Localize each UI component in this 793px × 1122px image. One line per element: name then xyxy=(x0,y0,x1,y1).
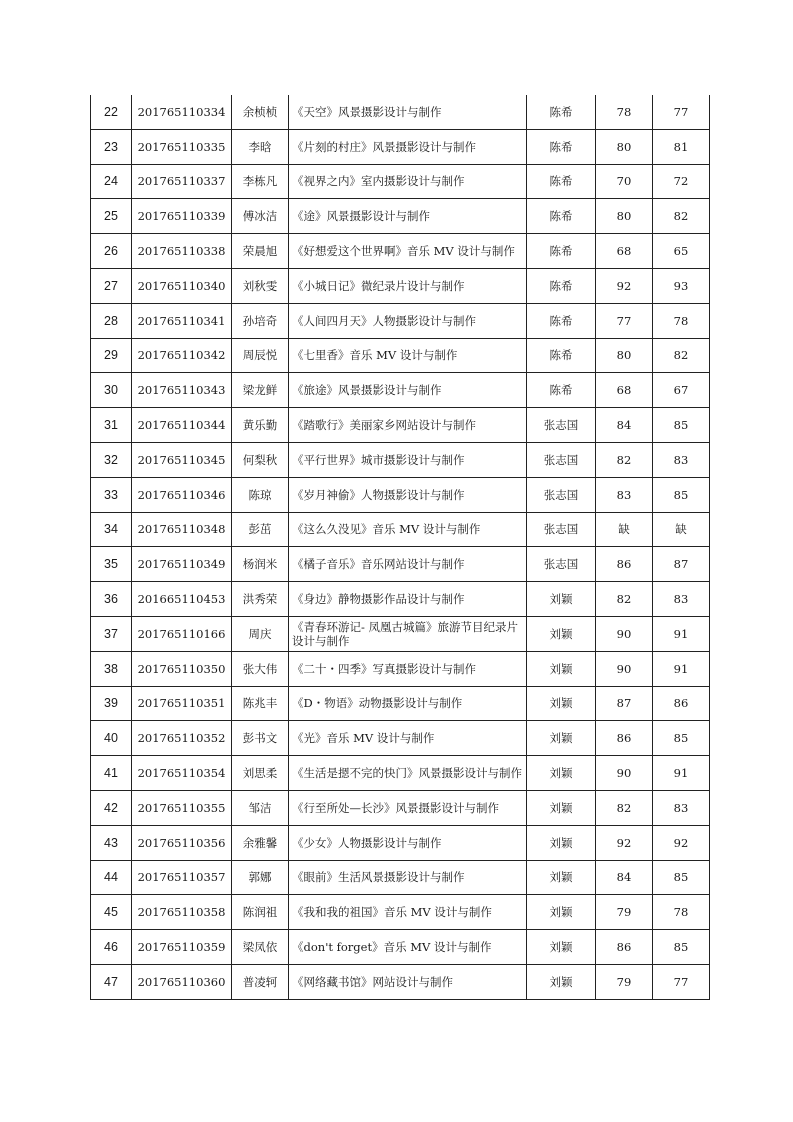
table-row xyxy=(91,860,710,895)
student-name: 孙培奇 xyxy=(232,303,289,338)
student-name: 余桢桢 xyxy=(232,95,289,129)
advisor-name: 刘颖 xyxy=(527,930,596,965)
row-number: 24 xyxy=(91,164,132,199)
score-2: 91 xyxy=(653,651,710,686)
score-2: 86 xyxy=(653,686,710,721)
row-number: 47 xyxy=(91,964,132,999)
score-1: 68 xyxy=(596,373,653,408)
student-name: 周庆 xyxy=(232,616,289,651)
table-row xyxy=(91,477,710,512)
advisor-name: 陈希 xyxy=(527,95,596,129)
student-name: 梁龙鲜 xyxy=(232,373,289,408)
table-row xyxy=(91,686,710,721)
score-2: 92 xyxy=(653,825,710,860)
student-id: 201765110342 xyxy=(132,338,232,373)
student-name: 荣晨旭 xyxy=(232,234,289,269)
table-row xyxy=(91,338,710,373)
advisor-name: 刘颖 xyxy=(527,756,596,791)
table-row xyxy=(91,930,710,965)
score-2: 78 xyxy=(653,895,710,930)
student-id: 201765110351 xyxy=(132,686,232,721)
table-row xyxy=(91,790,710,825)
student-id: 201765110343 xyxy=(132,373,232,408)
project-title: 《橘子音乐》音乐网站设计与制作 xyxy=(289,547,527,582)
student-name: 何梨秋 xyxy=(232,442,289,477)
table-row xyxy=(91,129,710,164)
row-number: 44 xyxy=(91,860,132,895)
student-name: 梁凤依 xyxy=(232,930,289,965)
project-title: 《视界之内》室内摄影设计与制作 xyxy=(289,164,527,199)
score-2: 85 xyxy=(653,930,710,965)
student-name: 张大伟 xyxy=(232,651,289,686)
score-1: 80 xyxy=(596,199,653,234)
table-body xyxy=(91,95,710,999)
table-row xyxy=(91,199,710,234)
score-2: 87 xyxy=(653,547,710,582)
student-id: 201765110346 xyxy=(132,477,232,512)
row-number: 30 xyxy=(91,373,132,408)
table-row xyxy=(91,303,710,338)
row-number: 33 xyxy=(91,477,132,512)
advisor-name: 刘颖 xyxy=(527,895,596,930)
table-row xyxy=(91,268,710,303)
student-name: 普凌轲 xyxy=(232,964,289,999)
student-id: 201765110359 xyxy=(132,930,232,965)
advisor-name: 陈希 xyxy=(527,338,596,373)
project-title: 《生活是摁不完的快门》风景摄影设计与制作 xyxy=(289,756,527,791)
score-1: 84 xyxy=(596,860,653,895)
grades-table xyxy=(90,95,710,1000)
student-id: 201765110339 xyxy=(132,199,232,234)
score-2: 83 xyxy=(653,442,710,477)
project-title: 《眼前》生活风景摄影设计与制作 xyxy=(289,860,527,895)
project-title: 《D・物语》动物摄影设计与制作 xyxy=(289,686,527,721)
score-1: 82 xyxy=(596,790,653,825)
project-title: 《行至所处—长沙》风景摄影设计与制作 xyxy=(289,790,527,825)
student-name: 刘秋雯 xyxy=(232,268,289,303)
row-number: 38 xyxy=(91,651,132,686)
advisor-name: 刘颖 xyxy=(527,825,596,860)
advisor-name: 陈希 xyxy=(527,129,596,164)
score-2: 85 xyxy=(653,721,710,756)
project-title: 《途》风景摄影设计与制作 xyxy=(289,199,527,234)
student-id: 201765110358 xyxy=(132,895,232,930)
advisor-name: 刘颖 xyxy=(527,790,596,825)
student-id: 201765110354 xyxy=(132,756,232,791)
table-row xyxy=(91,651,710,686)
table-row xyxy=(91,721,710,756)
row-number: 26 xyxy=(91,234,132,269)
table-row xyxy=(91,964,710,999)
student-id: 201765110350 xyxy=(132,651,232,686)
score-1: 77 xyxy=(596,303,653,338)
student-name: 刘思柔 xyxy=(232,756,289,791)
student-name: 李晗 xyxy=(232,129,289,164)
student-id: 201765110352 xyxy=(132,721,232,756)
score-2: 77 xyxy=(653,964,710,999)
student-id: 201765110341 xyxy=(132,303,232,338)
score-1: 79 xyxy=(596,964,653,999)
project-title: 《踏歌行》美丽家乡网站设计与制作 xyxy=(289,408,527,443)
row-number: 41 xyxy=(91,756,132,791)
project-title: 《片刻的村庄》风景摄影设计与制作 xyxy=(289,129,527,164)
student-name: 郭娜 xyxy=(232,860,289,895)
score-2: 77 xyxy=(653,95,710,129)
project-title: 《二十・四季》写真摄影设计与制作 xyxy=(289,651,527,686)
score-2: 91 xyxy=(653,756,710,791)
student-id: 201765110355 xyxy=(132,790,232,825)
row-number: 27 xyxy=(91,268,132,303)
row-number: 43 xyxy=(91,825,132,860)
score-2: 93 xyxy=(653,268,710,303)
advisor-name: 张志国 xyxy=(527,547,596,582)
score-2: 85 xyxy=(653,860,710,895)
table-row xyxy=(91,582,710,617)
student-id: 201765110334 xyxy=(132,95,232,129)
row-number: 34 xyxy=(91,512,132,547)
row-number: 36 xyxy=(91,582,132,617)
table-row xyxy=(91,895,710,930)
student-id: 201765110338 xyxy=(132,234,232,269)
row-number: 31 xyxy=(91,408,132,443)
table-row xyxy=(91,547,710,582)
advisor-name: 陈希 xyxy=(527,268,596,303)
score-1: 83 xyxy=(596,477,653,512)
advisor-name: 刘颖 xyxy=(527,964,596,999)
score-1: 87 xyxy=(596,686,653,721)
table-row xyxy=(91,164,710,199)
score-2: 82 xyxy=(653,338,710,373)
student-name: 陈兆丰 xyxy=(232,686,289,721)
advisor-name: 张志国 xyxy=(527,477,596,512)
project-title: 《平行世界》城市摄影设计与制作 xyxy=(289,442,527,477)
student-name: 周辰悦 xyxy=(232,338,289,373)
student-id: 201765110166 xyxy=(132,616,232,651)
score-1: 80 xyxy=(596,338,653,373)
student-id: 201765110349 xyxy=(132,547,232,582)
score-2: 78 xyxy=(653,303,710,338)
project-title: 《这么久没见》音乐 MV 设计与制作 xyxy=(289,512,527,547)
advisor-name: 陈希 xyxy=(527,164,596,199)
advisor-name: 张志国 xyxy=(527,512,596,547)
score-1: 79 xyxy=(596,895,653,930)
project-title: 《青春环游记- 凤凰古城篇》旅游节目纪录片设计与制作 xyxy=(289,616,527,651)
score-1: 82 xyxy=(596,582,653,617)
project-title: 《光》音乐 MV 设计与制作 xyxy=(289,721,527,756)
table-row xyxy=(91,95,710,129)
table-row xyxy=(91,825,710,860)
score-2: 67 xyxy=(653,373,710,408)
score-2: 72 xyxy=(653,164,710,199)
student-name: 余雅馨 xyxy=(232,825,289,860)
row-number: 28 xyxy=(91,303,132,338)
project-title: 《七里香》音乐 MV 设计与制作 xyxy=(289,338,527,373)
score-1: 70 xyxy=(596,164,653,199)
score-2: 91 xyxy=(653,616,710,651)
row-number: 46 xyxy=(91,930,132,965)
score-1: 86 xyxy=(596,930,653,965)
advisor-name: 陈希 xyxy=(527,199,596,234)
student-id: 201765110337 xyxy=(132,164,232,199)
score-2: 83 xyxy=(653,790,710,825)
project-title: 《好想爱这个世界啊》音乐 MV 设计与制作 xyxy=(289,234,527,269)
student-id: 201765110356 xyxy=(132,825,232,860)
student-id: 201665110453 xyxy=(132,582,232,617)
advisor-name: 张志国 xyxy=(527,442,596,477)
project-title: 《小城日记》微纪录片设计与制作 xyxy=(289,268,527,303)
table-row xyxy=(91,442,710,477)
project-title: 《我和我的祖国》音乐 MV 设计与制作 xyxy=(289,895,527,930)
score-1: 78 xyxy=(596,95,653,129)
advisor-name: 刘颖 xyxy=(527,721,596,756)
table-row xyxy=(91,408,710,443)
score-2: 85 xyxy=(653,408,710,443)
score-1: 82 xyxy=(596,442,653,477)
student-id: 201765110348 xyxy=(132,512,232,547)
table-row xyxy=(91,234,710,269)
project-title: 《岁月神偷》人物摄影设计与制作 xyxy=(289,477,527,512)
student-name: 邹洁 xyxy=(232,790,289,825)
student-id: 201765110357 xyxy=(132,860,232,895)
row-number: 25 xyxy=(91,199,132,234)
score-1: 90 xyxy=(596,616,653,651)
score-1: 90 xyxy=(596,651,653,686)
project-title: 《don't forget》音乐 MV 设计与制作 xyxy=(289,930,527,965)
score-1: 80 xyxy=(596,129,653,164)
row-number: 40 xyxy=(91,721,132,756)
score-2: 82 xyxy=(653,199,710,234)
table-row xyxy=(91,512,710,547)
score-1: 68 xyxy=(596,234,653,269)
row-number: 22 xyxy=(91,95,132,129)
student-name: 洪秀荣 xyxy=(232,582,289,617)
student-id: 201765110340 xyxy=(132,268,232,303)
score-1: 86 xyxy=(596,547,653,582)
student-id: 201765110344 xyxy=(132,408,232,443)
project-title: 《身边》静物摄影作品设计与制作 xyxy=(289,582,527,617)
advisor-name: 刘颖 xyxy=(527,651,596,686)
advisor-name: 刘颖 xyxy=(527,686,596,721)
table-row xyxy=(91,373,710,408)
advisor-name: 刘颖 xyxy=(527,860,596,895)
row-number: 29 xyxy=(91,338,132,373)
row-number: 39 xyxy=(91,686,132,721)
student-id: 201765110335 xyxy=(132,129,232,164)
row-number: 42 xyxy=(91,790,132,825)
row-number: 32 xyxy=(91,442,132,477)
score-1: 90 xyxy=(596,756,653,791)
score-2: 83 xyxy=(653,582,710,617)
project-title: 《天空》风景摄影设计与制作 xyxy=(289,95,527,129)
student-id: 201765110360 xyxy=(132,964,232,999)
advisor-name: 刘颖 xyxy=(527,582,596,617)
table-row xyxy=(91,756,710,791)
advisor-name: 陈希 xyxy=(527,234,596,269)
student-name: 彭书文 xyxy=(232,721,289,756)
advisor-name: 陈希 xyxy=(527,303,596,338)
score-1: 92 xyxy=(596,825,653,860)
advisor-name: 刘颖 xyxy=(527,616,596,651)
row-number: 45 xyxy=(91,895,132,930)
student-id: 201765110345 xyxy=(132,442,232,477)
score-2: 65 xyxy=(653,234,710,269)
student-name: 陈润祖 xyxy=(232,895,289,930)
student-name: 傅冰洁 xyxy=(232,199,289,234)
student-name: 黄乐勤 xyxy=(232,408,289,443)
project-title: 《网络藏书馆》网站设计与制作 xyxy=(289,964,527,999)
score-2: 85 xyxy=(653,477,710,512)
row-number: 35 xyxy=(91,547,132,582)
table-row xyxy=(91,616,710,651)
score-2: 81 xyxy=(653,129,710,164)
score-1: 缺 xyxy=(596,512,653,547)
project-title: 《旅途》风景摄影设计与制作 xyxy=(289,373,527,408)
row-number: 37 xyxy=(91,616,132,651)
student-name: 陈琼 xyxy=(232,477,289,512)
advisor-name: 张志国 xyxy=(527,408,596,443)
score-1: 84 xyxy=(596,408,653,443)
student-name: 李栋凡 xyxy=(232,164,289,199)
project-title: 《人间四月天》人物摄影设计与制作 xyxy=(289,303,527,338)
advisor-name: 陈希 xyxy=(527,373,596,408)
score-2: 缺 xyxy=(653,512,710,547)
row-number: 23 xyxy=(91,129,132,164)
score-1: 92 xyxy=(596,268,653,303)
student-name: 彭茁 xyxy=(232,512,289,547)
project-title: 《少女》人物摄影设计与制作 xyxy=(289,825,527,860)
score-1: 86 xyxy=(596,721,653,756)
student-name: 杨润米 xyxy=(232,547,289,582)
